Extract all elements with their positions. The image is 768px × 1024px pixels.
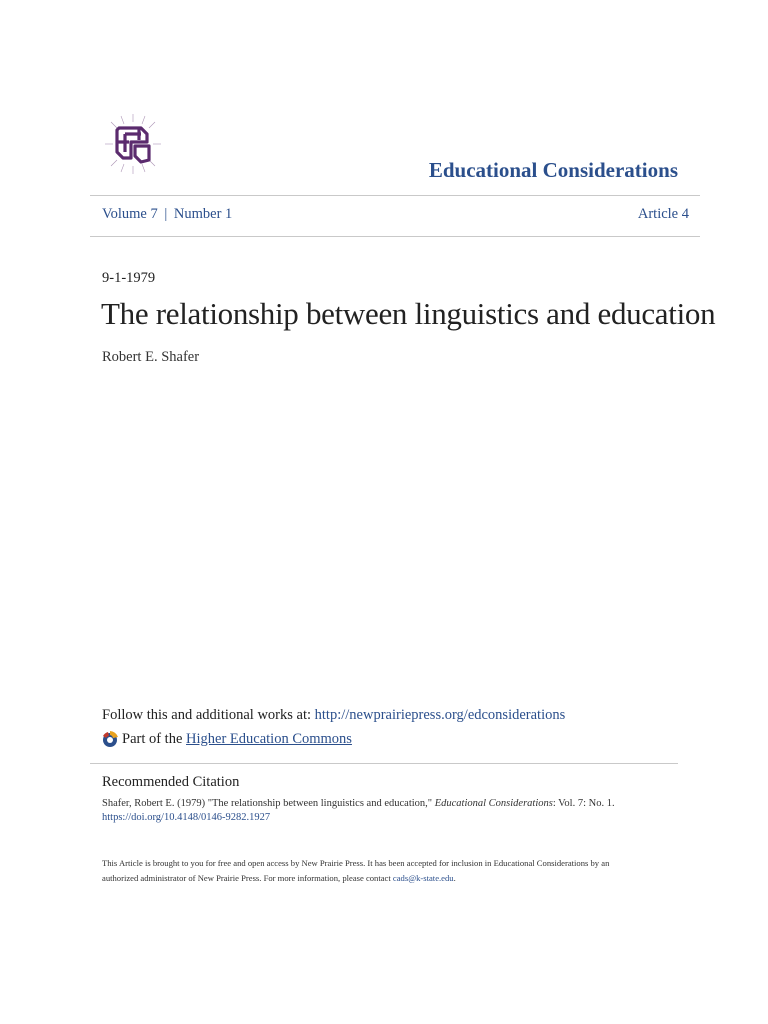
publication-date: 9-1-1979 [102,270,156,286]
number-link[interactable]: Number 1 [173,206,233,222]
higher-education-commons-link[interactable]: Higher Education Commons [186,730,352,747]
access-notice [102,856,672,886]
citation-body: Shafer, Robert E. (1979) "The relationship between linguistics and education," [102,798,435,809]
new-prairie-press-logo-icon [103,112,163,176]
recommended-citation-heading: Recommended Citation [102,774,240,790]
follow-url-link[interactable]: http://newprairiepress.org/edconsiderations [314,707,566,723]
issue-breadcrumb [102,206,232,223]
journal-title-link[interactable]: Educational Considerations [428,158,678,182]
contact-email-link[interactable]: cads@k-state.edu [392,873,454,883]
follow-prefix: Follow this and additional works at: [102,707,315,723]
article-title: The relationship between linguistics and education [101,296,716,331]
issue-divider [90,236,700,237]
volume-link[interactable]: Volume 7 [102,206,158,222]
issue-separator: | [164,206,168,222]
citation-text [102,797,702,825]
doi-link[interactable]: https://doi.org/10.4148/0146-9282.1927 [102,812,271,823]
citation-divider [90,763,678,764]
follow-line [102,707,565,724]
article-number-link[interactable]: Article 4 [637,206,689,222]
bepress-commons-icon [101,730,119,748]
citation-volume: : Vol. 7: No. 1. [552,798,615,809]
article-author: Robert E. Shafer [102,349,200,365]
commons-prefix: Part of the [122,730,183,747]
access-notice-end: . [453,873,456,883]
citation-journal: Educational Considerations [434,798,553,809]
commons-line [101,730,352,748]
access-notice-line2 [102,871,672,886]
header-divider [90,195,700,196]
access-notice-text: authorized administrator of New Prairie Press. For more information, please contact [102,873,393,883]
access-notice-line1: This Article is brought to you for free and open access by New Prairie Press. It has been accepted for inclusion in Educational Considerations by an [102,858,610,868]
